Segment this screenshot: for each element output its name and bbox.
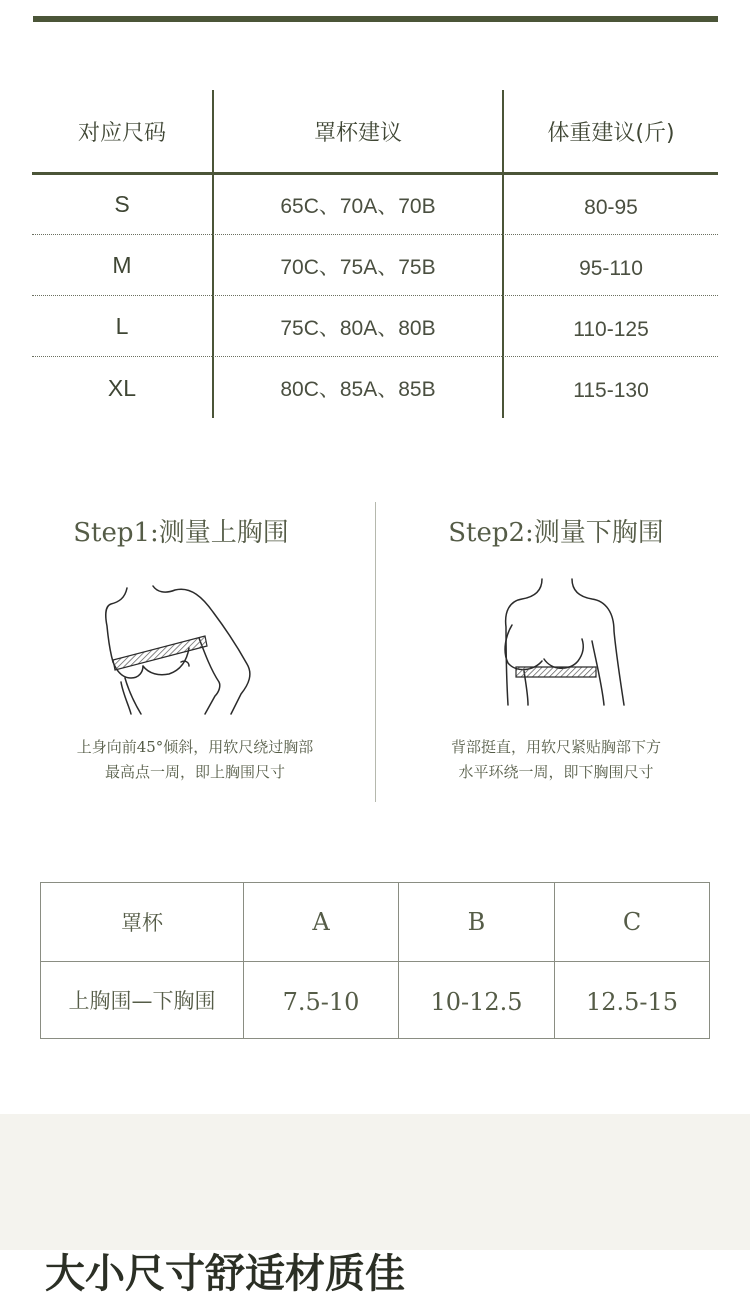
step2-title: Step2:测量下胸围	[448, 518, 664, 548]
weight-cell: 110-125	[573, 317, 649, 341]
next-section-heading: 大小尺寸舒适材质佳	[45, 1251, 405, 1297]
size-cell: L	[115, 313, 129, 339]
upper-bust-illustration-icon	[95, 582, 260, 717]
step2-desc-line: 背部挺直，用软尺紧贴胸部下方	[450, 738, 661, 756]
step1-desc-line: 上身向前45°倾斜，用软尺绕过胸部	[76, 738, 314, 756]
weight-cell: 115-130	[573, 379, 649, 402]
cup-cell: 65C、70A、70B	[280, 194, 436, 218]
step1-title: Step1:测量上胸围	[73, 518, 289, 548]
cup-cell: 70C、75A、75B	[280, 255, 436, 279]
step1-desc-line: 最高点一周，即上胸围尺寸	[104, 763, 285, 781]
cup-letter: B	[467, 908, 486, 936]
cup-difference-table	[40, 882, 710, 1039]
bust-difference-value: 12.5-15	[585, 988, 679, 1016]
step2-description	[396, 735, 716, 785]
step1-description	[35, 735, 355, 785]
cup-letter: C	[622, 908, 642, 936]
cup-cell: 75C、80A、80B	[280, 316, 436, 340]
bust-difference-label: 上胸围—下胸围	[68, 989, 216, 1013]
header-weight: 体重建议(斤)	[547, 120, 675, 146]
cup-letter: A	[312, 908, 330, 936]
header-size: 对应尺码	[77, 120, 166, 146]
cup-header-label: 罩杯	[121, 911, 163, 935]
header-cup: 罩杯建议	[313, 120, 402, 146]
steps-divider	[375, 502, 376, 802]
size-cell: M	[112, 252, 132, 278]
size-table	[32, 90, 718, 418]
bust-difference-value: 7.5-10	[282, 988, 360, 1016]
cup-cell: 80C、85A、85B	[280, 378, 436, 401]
size-cell: S	[114, 191, 130, 217]
size-cell: XL	[107, 374, 137, 401]
under-bust-illustration-icon	[498, 575, 630, 710]
next-section-band	[0, 1114, 750, 1297]
weight-cell: 95-110	[579, 256, 643, 280]
top-divider	[33, 16, 718, 22]
step2-desc-line: 水平环绕一周，即下胸围尺寸	[458, 763, 654, 781]
weight-cell: 80-95	[584, 195, 638, 219]
bust-difference-value: 10-12.5	[430, 988, 523, 1016]
